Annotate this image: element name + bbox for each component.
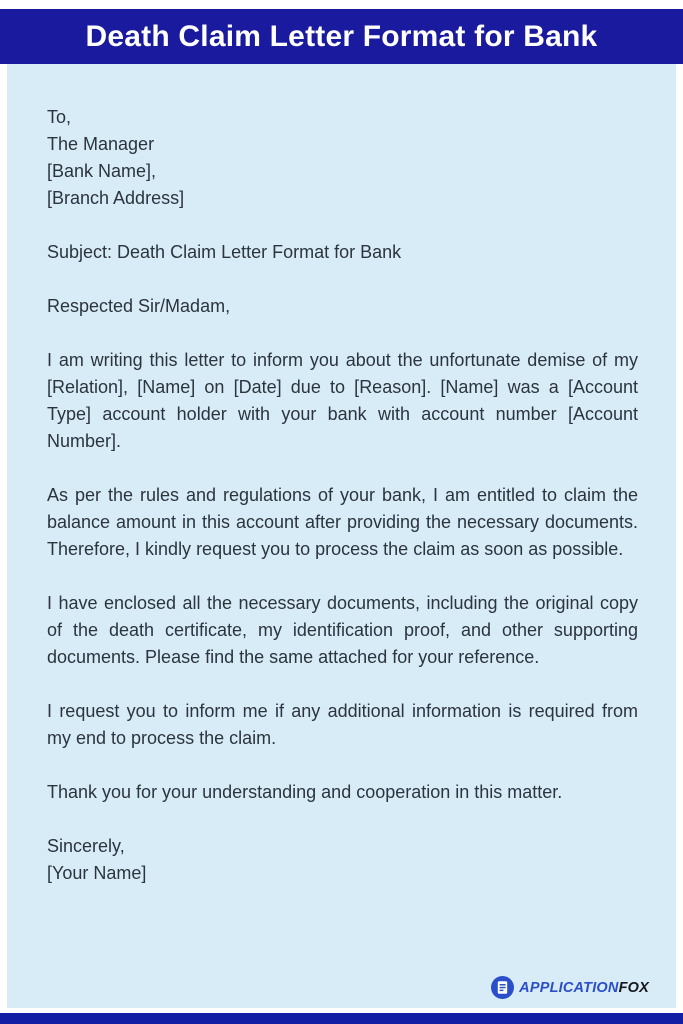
brand-name-primary: APPLICATION xyxy=(519,979,619,996)
recipient-address-line: The Manager xyxy=(47,134,155,154)
recipient-address-line: To, xyxy=(47,107,72,127)
closing-block xyxy=(47,833,638,887)
closing-line: Sincerely, xyxy=(47,836,125,856)
page-title: Death Claim Letter Format for Bank xyxy=(85,19,598,53)
body-paragraph: Thank you for your understanding and cooperation in this matter. xyxy=(47,782,563,802)
recipient-address-line: [Branch Address] xyxy=(47,188,185,208)
brand-logo xyxy=(491,976,649,999)
body-paragraph: I have enclosed all the necessary documents, including the original copy of the death certificate, my identification proof, and other supporting documents. Please find the same attached for your reference. xyxy=(47,593,638,667)
body-paragraph: As per the rules and regulations of your bank, I am entitled to claim the balance amount in this account after providing the necessary documents. Therefore, I kindly request you to process the claim as soon as possible. xyxy=(47,485,638,559)
body-paragraph: I am writing this letter to inform you about the unfortunate demise of my [Relation], [Name] on [Date] due to [Reason]. [Name] was a [Account Type] account holder with your bank with account number [Account Number]. xyxy=(47,350,638,451)
body-paragraph: I request you to inform me if any additional information is required from my end to process the claim. xyxy=(47,701,638,748)
document-icon xyxy=(491,976,514,999)
recipient-address-line: [Bank Name], xyxy=(47,161,157,181)
brand-name xyxy=(519,980,649,996)
signature-name: [Your Name] xyxy=(47,863,147,883)
letter-body xyxy=(7,64,676,1008)
salutation: Respected Sir/Madam, xyxy=(47,296,231,316)
recipient-address-block xyxy=(47,104,638,212)
footer-bar xyxy=(0,1013,683,1024)
brand-name-secondary: FOX xyxy=(618,979,649,996)
subject-line: Subject: Death Claim Letter Format for Bank xyxy=(47,242,402,262)
header-banner xyxy=(0,9,683,64)
